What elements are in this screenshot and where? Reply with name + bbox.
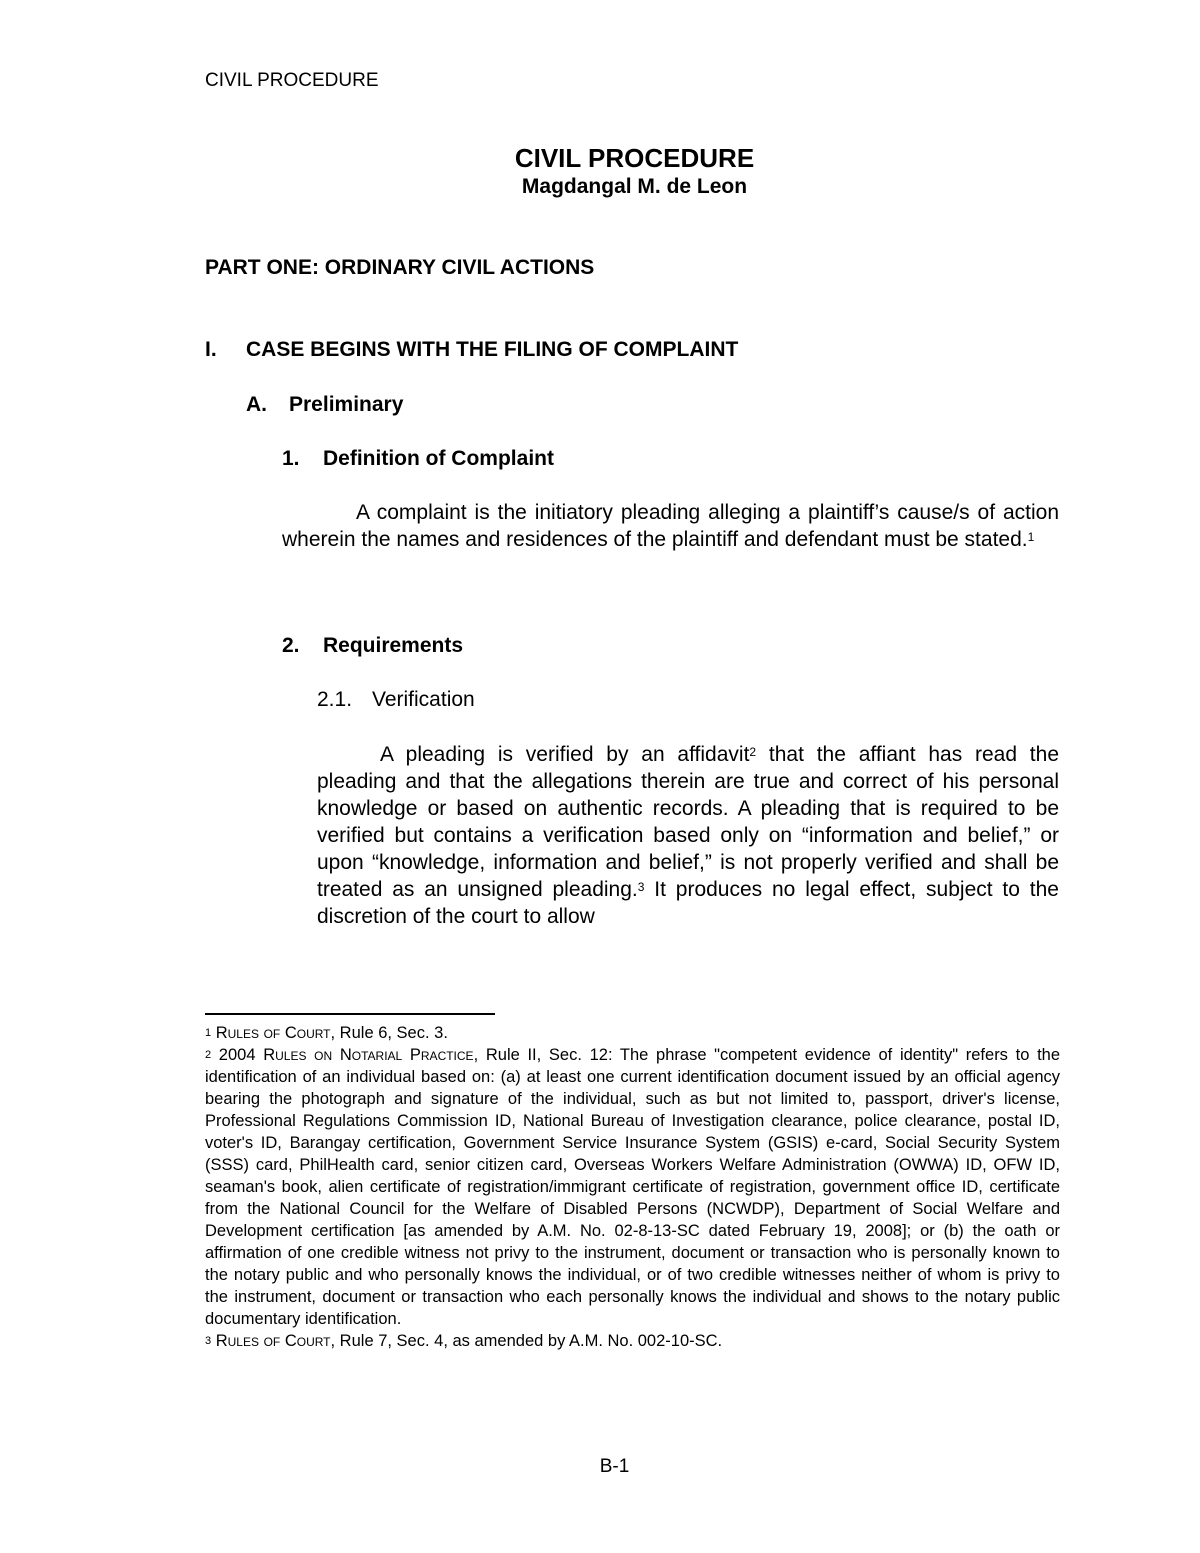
running-header: CIVIL PROCEDURE	[205, 70, 379, 91]
page-number: B-1	[599, 1456, 630, 1477]
item-2-title: Requirements	[323, 634, 464, 657]
complaint-definition-paragraph	[282, 499, 1059, 553]
paragraph-2-part-2: that the affiant has read the pleading and that the allegations therein are true and correct of his personal knowledge or based on authentic records. A pleading that is required to be verified but contains a verification based only on “information and belief,” or upon “knowledge, information and belief,” is not properly verified and shall be treated as an unsigned pleading.	[317, 743, 1060, 901]
footnotes	[205, 1022, 1060, 1352]
item-2-1-title: Verification	[372, 688, 475, 711]
footnote-ref-1: 1	[1027, 530, 1035, 544]
part-heading: PART ONE: ORDINARY CIVIL ACTIONS	[205, 256, 595, 279]
footnote-2: $^2$ 2004 Rules on Notarial Practice, Rule II, Sec. 12: The phrase "competent evidence of identity" refers to the identification of an individual based on: (a) at least one current identification document issued by an official agency bearing the photograph and signature of the individual, such as but not limited to, passport, driver's license, Professional Regulations Commission ID, National Bureau of Investigation clearance, police clearance, postal ID, voter's ID, Barangay certification, Government Service Insurance System (GSIS) e-card, Social Security System (SSS) card, PhilHealth card, senior citizen card, Overseas Workers Welfare Administration (OWWA) ID, OFW ID, seaman's book, alien certificate of registration/immigrant certificate of registration, government office ID, certificate from the National Council for the Welfare of Disabled Persons (NCWDP), Department of Social Welfare and Development certification [as amended by A.M. No. 02-8-13-SC dated February 19, 2008]; or (b) the oath or affirmation of one credible witness not privy to the instrument, document or transaction who is personally known to the notary public and who personally knows the individual, or of two credible witnesses neither of whom is privy to the instrument, document or transaction who each personally knows the individual and shows to the notary public documentary identification.	[205, 1046, 1061, 1328]
footnote-ref-3: 3	[637, 880, 645, 894]
paragraph-1-text: A complaint is the initiatory pleading alleging a plaintiff’s cause/s of action wherein the names and residences of the plaintiff and defendant must be stated.	[282, 501, 1059, 551]
document-author: Magdangal M. de Leon	[521, 175, 748, 198]
item-2-1-number: 2.1.	[317, 688, 353, 711]
item-1-number: 1.	[282, 447, 300, 470]
footnote-3: $^3$ Rules of Court, Rule 7, Sec. 4, as amended by A.M. No. 002-10-SC.	[205, 1332, 723, 1350]
section-i-number: I.	[205, 338, 217, 361]
item-2-number: 2.	[282, 634, 300, 657]
verification-paragraph	[317, 741, 1059, 930]
section-a-number: A.	[246, 393, 267, 416]
section-a-title: Preliminary	[289, 393, 404, 416]
item-1-title: Definition of Complaint	[323, 447, 554, 470]
section-i-title: CASE BEGINS WITH THE FILING OF COMPLAINT	[246, 338, 739, 361]
document-title: CIVIL PROCEDURE	[514, 143, 755, 173]
paragraph-2-part-1: A pleading is verified by an affidavit	[380, 743, 750, 766]
paragraph-2-part-3: It produces no legal effect, subject to the discretion of the court to allow	[317, 878, 1059, 928]
footnote-1: $^1$ Rules of Court, Rule 6, Sec. 3.	[205, 1024, 448, 1042]
footnote-separator	[205, 1013, 495, 1015]
footnote-ref-2: 2	[749, 745, 757, 759]
